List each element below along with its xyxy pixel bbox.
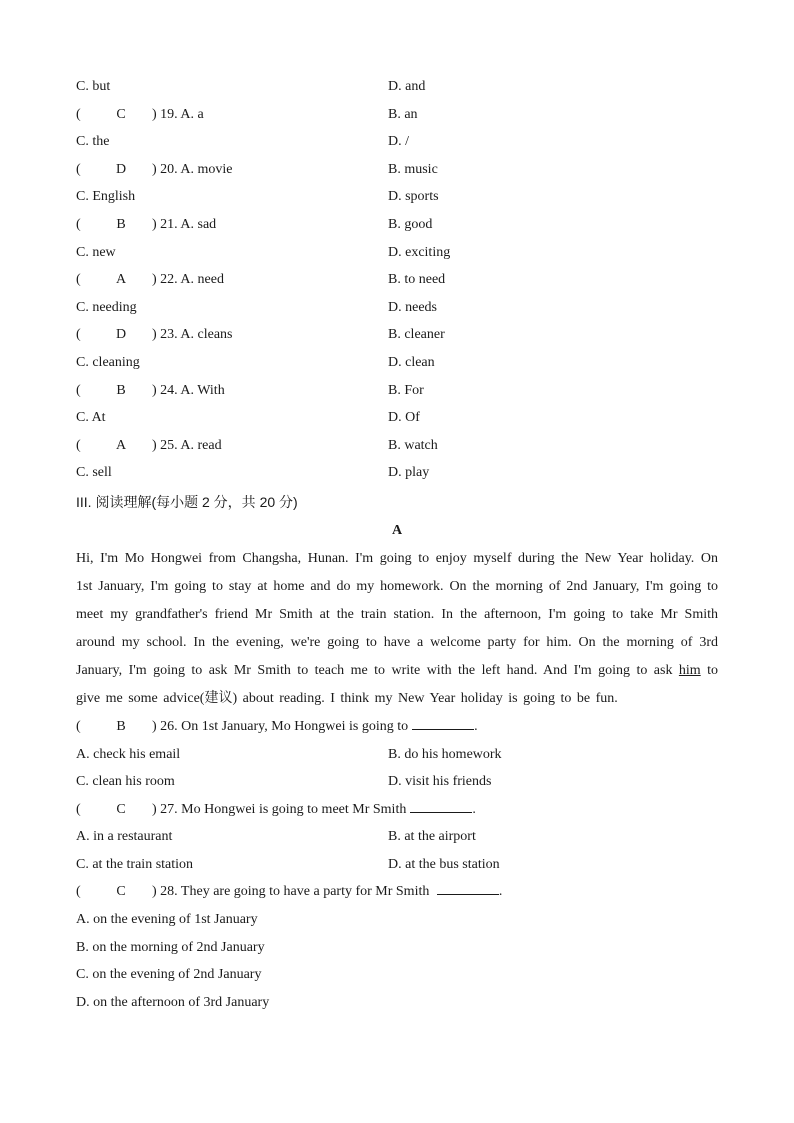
option-row — [76, 349, 718, 377]
passage-text-1: Hi, I'm Mo Hongwei from Changsha, Hunan. I'm going to enjoy myself during the New Year holiday. On 1st January, I'm going to stay at home and do my homework. On the morning of 2nd January, I'm going to meet my grandfather's friend Mr Smith at the train station. In the afternoon, I'm going to take Mr Smith around my school. In the evening, we're going to have a welcome party for him. On the morning of 3rd January, I'm going to ask Mr Smith to teach me to write with the left hand. And I'm going to ask — [76, 550, 718, 678]
answer-letter: D — [115, 327, 127, 343]
option-d: D. exciting — [388, 244, 451, 260]
option-c: C. cleaning — [76, 354, 140, 370]
option-a: A. cleans — [180, 327, 233, 343]
paren-open: ( — [76, 106, 81, 122]
question-number: 26. — [160, 718, 178, 734]
option-d: D. clean — [388, 354, 435, 370]
paren-close: ) — [152, 437, 157, 453]
question-end: . — [474, 718, 478, 734]
paren-close: ) — [152, 718, 157, 734]
option-c: C. but — [76, 79, 111, 94]
option-d: D. and — [388, 79, 426, 94]
option-d: D. / — [388, 134, 409, 150]
question-stem-row — [76, 321, 718, 349]
answer-letter: B — [116, 382, 126, 398]
multiple-choice-list — [76, 101, 718, 487]
option-a: A. on the evening of 1st January — [76, 912, 258, 928]
option-row — [76, 989, 718, 1017]
paren-close: ) — [152, 801, 157, 817]
question-stem-row — [76, 432, 718, 460]
option-c: C. on the evening of 2nd January — [76, 967, 262, 983]
option-c: C. sell — [76, 465, 112, 481]
option-b: B. on the morning of 2nd January — [76, 939, 265, 955]
paren-close: ) — [152, 382, 157, 398]
option-b: B. an — [388, 106, 418, 122]
question-number: 27. — [160, 801, 178, 817]
option-row — [76, 823, 718, 851]
option-a: A. With — [180, 382, 225, 398]
option-c: C. new — [76, 244, 116, 260]
option-d: D. at the bus station — [388, 856, 500, 872]
option-b: B. cleaner — [388, 327, 445, 343]
paren-close: ) — [152, 161, 157, 177]
answer-letter: A — [115, 437, 127, 453]
answer-blank — [412, 715, 474, 730]
reading-question-list — [76, 713, 718, 879]
passage-text-2: to give me some advice(建议) about reading. I think my New Year holiday is going to be fun. — [76, 662, 719, 706]
passage-underlined-word: him — [678, 662, 701, 678]
question-stem-row — [76, 211, 718, 239]
answer-blank — [437, 880, 499, 895]
question-number: 25. — [160, 437, 178, 453]
paren-open: ( — [76, 216, 81, 232]
option-b: B. For — [388, 382, 424, 398]
option-row — [76, 851, 718, 879]
answer-letter: C — [116, 801, 126, 817]
reading-passage — [76, 545, 718, 713]
paren-close: ) — [152, 327, 157, 343]
option-a: A. movie — [180, 161, 233, 177]
option-d: D. play — [388, 465, 430, 481]
option-d: D. visit his friends — [388, 774, 492, 790]
worksheet-page — [76, 73, 718, 1016]
paren-close: ) — [152, 106, 157, 122]
option-d: D. sports — [388, 189, 439, 205]
option-row — [76, 128, 718, 156]
option-d: D. on the afternoon of 3rd January — [76, 994, 270, 1010]
answer-letter: D — [115, 161, 127, 177]
paren-close: ) — [152, 216, 157, 232]
question-stem-row — [76, 266, 718, 294]
option-row — [76, 961, 718, 989]
option-c: C. the — [76, 134, 110, 150]
option-row — [76, 934, 718, 962]
answer-letter: C — [116, 884, 126, 900]
paren-open: ( — [76, 801, 81, 817]
paren-open: ( — [76, 718, 81, 734]
option-a: A. sad — [180, 216, 217, 232]
option-row — [76, 73, 718, 101]
question-end: . — [498, 884, 503, 900]
option-b: B. at the airport — [388, 829, 476, 845]
option-b: B. music — [388, 161, 438, 177]
option-row — [76, 741, 718, 769]
section-title: III. 阅读理解(每小题 2 分，共 20 分) — [76, 493, 298, 510]
question-stem-row — [76, 377, 718, 405]
option-c: C. at the train station — [76, 856, 194, 872]
option-a: A. need — [180, 272, 224, 288]
answer-letter: B — [116, 718, 126, 734]
option-d: D. needs — [388, 299, 437, 315]
question-number: 20. — [160, 161, 178, 177]
option-b: B. watch — [388, 437, 438, 453]
paren-open: ( — [76, 437, 81, 453]
option-a: A. a — [180, 106, 204, 122]
paren-open: ( — [76, 327, 81, 343]
question-number: 21. — [160, 216, 178, 232]
option-row — [76, 906, 718, 934]
option-b: B. do his homework — [388, 746, 502, 762]
question-stem-row — [76, 156, 718, 184]
option-b: B. to need — [388, 272, 446, 288]
option-row — [76, 183, 718, 211]
option-c: C. needing — [76, 299, 137, 315]
answer-blank — [410, 798, 472, 813]
answer-letter: C — [116, 106, 126, 122]
question-stem-row — [76, 713, 718, 741]
option-row — [76, 294, 718, 322]
question-number: 24. — [160, 382, 178, 398]
option-c: C. At — [76, 410, 106, 426]
option-row — [76, 768, 718, 796]
question-stem: They are going to have a party for Mr Smith — [180, 884, 430, 900]
option-c: C. clean his room — [76, 774, 175, 790]
question-number: 28. — [160, 884, 178, 900]
passage-label: A — [391, 522, 403, 538]
option-c: C. English — [76, 189, 136, 205]
paren-open: ( — [76, 161, 81, 177]
option-d: D. Of — [388, 410, 420, 426]
paren-open: ( — [76, 884, 81, 900]
paren-open: ( — [76, 272, 81, 288]
question-stem: On 1st January, Mo Hongwei is going to — [181, 718, 409, 734]
question-number: 19. — [160, 106, 178, 122]
answer-letter: B — [116, 216, 126, 232]
option-row — [76, 404, 718, 432]
answer-letter: A — [115, 272, 127, 288]
option-a: A. read — [180, 437, 222, 453]
paren-close: ) — [152, 884, 157, 900]
option-row — [76, 459, 718, 487]
question-number: 23. — [160, 327, 178, 343]
question-stem: Mo Hongwei is going to meet Mr Smith — [181, 801, 407, 817]
question-stem-row — [76, 101, 718, 129]
paren-open: ( — [76, 382, 81, 398]
paren-close: ) — [152, 272, 157, 288]
question-stem-row — [76, 796, 718, 824]
option-row — [76, 239, 718, 267]
option-b: B. good — [388, 216, 433, 232]
question-stem-row — [76, 878, 718, 906]
option-a: A. check his email — [76, 746, 181, 762]
question-end: . — [472, 801, 476, 817]
option-a: A. in a restaurant — [76, 829, 173, 845]
question-number: 22. — [160, 272, 178, 288]
